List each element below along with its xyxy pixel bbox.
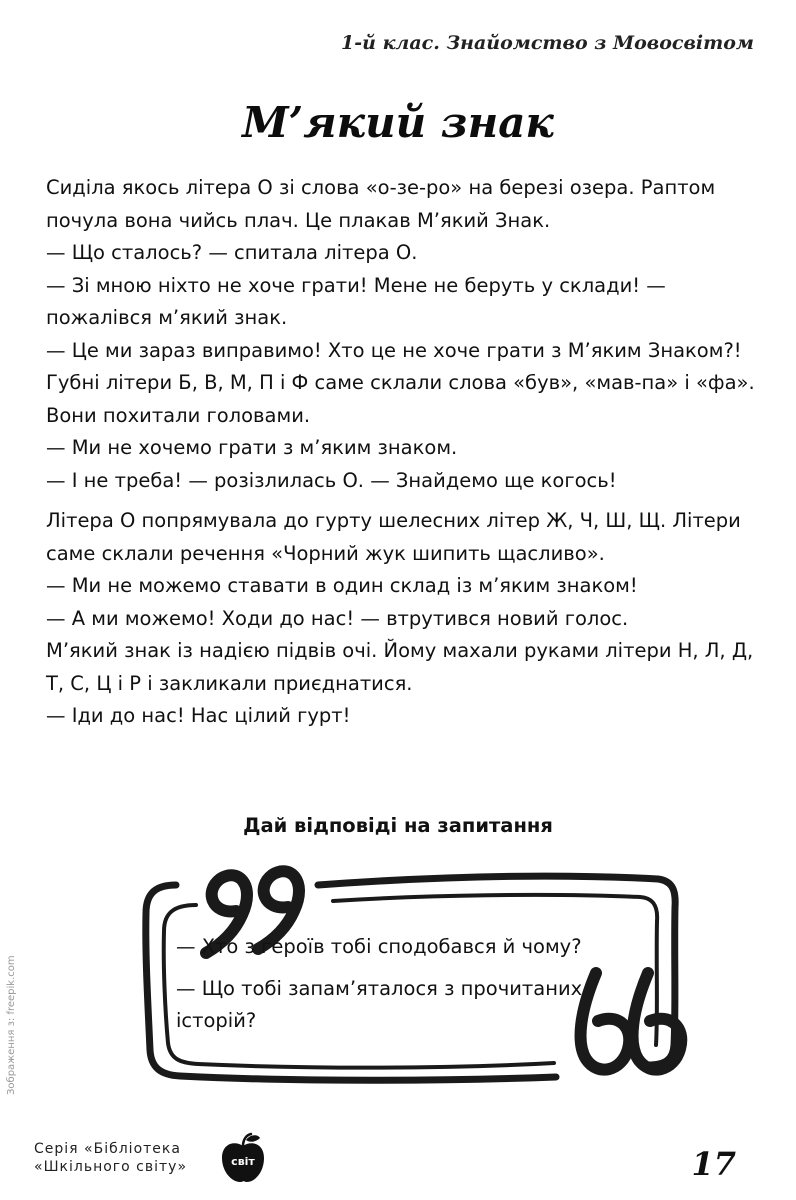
- logo-text: світ: [231, 1155, 255, 1168]
- story-paragraph: — Зі мною ніхто не хоче грати! Мене не беруть у склади! — пожалівся м’який знак.: [46, 273, 666, 329]
- story-paragraph: — А ми можемо! Ходи до нас! — втрутився новий голос.: [46, 606, 629, 630]
- story-paragraph: — Що сталось? — спитала літера О.: [46, 241, 418, 264]
- image-credit: Зображення з: freepik.com: [6, 955, 17, 1095]
- question-item: — Хто з героїв тобі сподобався й чому?: [176, 935, 582, 958]
- story-paragraph: — Ми не хочемо грати з м’яким знаком.: [46, 436, 458, 459]
- series-line: Серія «Бібліотека: [34, 1141, 181, 1157]
- question-item: — Що тобі запам’яталося з прочитаних історій?: [176, 977, 583, 1032]
- story-paragraph: М’який знак із надією підвів очі. Йому махали руками літери Н, Л, Д, Т, С, Ц і Р і закликали приєднатися.: [46, 639, 754, 695]
- questions-heading: Дай відповіді на запитання: [243, 814, 553, 837]
- story-paragraph: Літера О попрямувала до гурту шелесних літер Ж, Ч, Ш, Щ. Літери саме склали речення «Чорний жук шипить щасливо».: [46, 509, 741, 565]
- page-title: М’який знак: [242, 98, 554, 147]
- story-paragraph: — Ми не можемо ставати в один склад із м’яким знаком!: [46, 574, 638, 597]
- story-paragraph: Сиділа якось літера О зі слова «о-зе-ро» на березі озера. Раптом почула вона чийсь плач. Це плакав М’який Знак.: [46, 176, 716, 232]
- story-paragraph: — І не треба! — розізлилась О. — Знайдемо ще когось!: [46, 468, 617, 492]
- questions-list: [176, 931, 646, 1037]
- series-line: «Шкільного світу»: [34, 1159, 188, 1175]
- story-text: [46, 172, 758, 733]
- series-label: [34, 1140, 187, 1176]
- story-paragraph: Губні літери Б, В, М, П і Ф саме склали слова «був», «мав-па» і «фа». Вони похитали головами.: [46, 371, 755, 427]
- story-paragraph: — Іди до нас! Нас цілий гурт!: [46, 704, 351, 727]
- running-header: 1-й клас. Знайомство з Мовосвітом: [341, 32, 754, 54]
- page-number: 17: [691, 1145, 736, 1183]
- story-paragraph: — Це ми зараз виправимо! Хто це не хоче грати з М’яким Знаком?!: [46, 338, 742, 362]
- apple-logo-icon: [218, 1132, 268, 1184]
